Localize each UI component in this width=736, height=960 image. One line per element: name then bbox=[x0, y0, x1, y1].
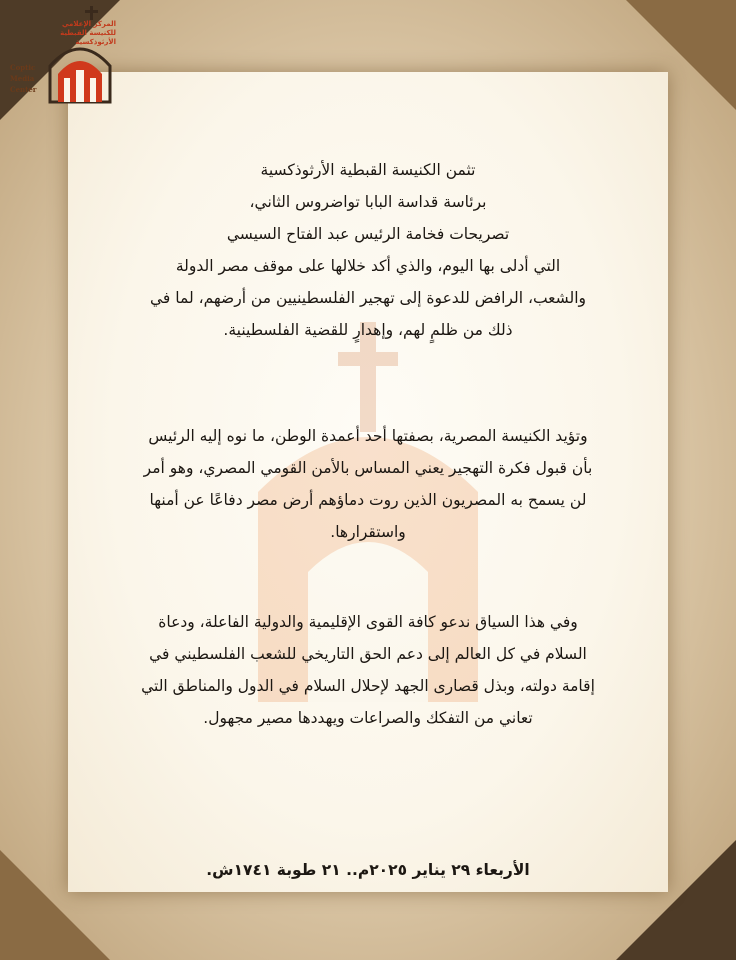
statement-line: بأن قبول فكرة التهجير يعني المساس بالأمن القومي المصري، وهو أمر bbox=[143, 459, 593, 477]
statement-line: التي أدلى بها اليوم، والذي أكد خلالها على موقف مصر الدولة bbox=[175, 257, 561, 275]
logo-english-line-3: Center bbox=[10, 85, 37, 94]
statement-line: تعاني من التفكك والصراعات ويهددها مصير مجهول. bbox=[203, 709, 533, 727]
statement-paragraph-3 bbox=[96, 606, 640, 734]
statement-line: السلام في كل العالم إلى دعم الحق التاريخي للشعب الفلسطيني في bbox=[149, 645, 587, 663]
statement-line: وفي هذا السياق ندعو كافة القوى الإقليمية والدولية الفاعلة، ودعاة bbox=[158, 613, 578, 631]
logo-english-line-1: Coptic bbox=[10, 63, 36, 72]
statement-line: برئاسة قداسة البابا تواضروس الثاني، bbox=[249, 193, 487, 211]
statement-line: لن يسمح به المصريون الذين روت دماؤهم أرض مصر دفاعًا عن أمنها bbox=[149, 491, 587, 509]
statement-line: ذلك من ظلمٍ لهم، وإهدارٍ للقضية الفلسطينية. bbox=[223, 321, 513, 339]
statement-line: تصريحات فخامة الرئيس عبد الفتاح السيسي bbox=[226, 225, 510, 243]
logo-arabic-title bbox=[38, 20, 116, 47]
logo-english-line-2: Media bbox=[10, 74, 35, 83]
statement-date: الأربعاء ٢٩ يناير ٢٠٢٥م.. ٢١ طوبة ١٧٤١ش. bbox=[206, 861, 530, 879]
statement-paragraph-1 bbox=[96, 154, 640, 346]
statement-line: إقامة دولته، وبذل قصارى الجهد لإحلال السلام في الدول والمناطق التي bbox=[141, 677, 595, 695]
logo-arabic-line-2: للكنيسة القبطية الأرثوذكسية bbox=[60, 29, 116, 46]
statement-line: تثمن الكنيسة القبطية الأرثوذكسية bbox=[260, 161, 476, 179]
statement-line: واستقرارها. bbox=[330, 523, 406, 541]
statement-line: وتؤيد الكنيسة المصرية، بصفتها أحد أعمدة الوطن، ما نوه إليه الرئيس bbox=[148, 427, 588, 445]
statement-line: والشعب، الرافض للدعوة إلى تهجير الفلسطينيين من أرضهم، لما في bbox=[150, 289, 586, 307]
logo-arabic-line-1: المركز الإعلامي bbox=[61, 20, 116, 28]
statement-paragraph-2 bbox=[96, 420, 640, 548]
logo-english-title bbox=[10, 62, 42, 95]
coptic-media-center-logo bbox=[8, 4, 120, 108]
